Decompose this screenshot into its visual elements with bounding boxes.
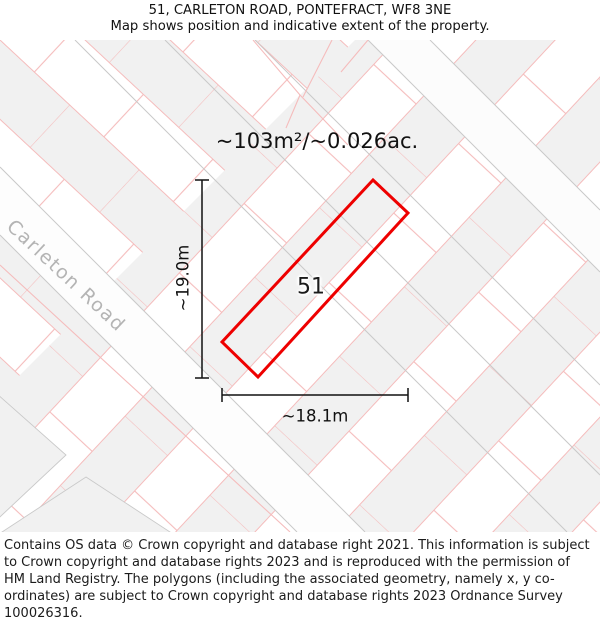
height-dimension-label: ~19.0m — [173, 244, 193, 312]
page-title: 51, CARLETON ROAD, PONTEFRACT, WF8 3NE — [148, 3, 452, 18]
plot-number-label: 51 — [297, 274, 325, 300]
road-name-label: Carleton Road — [2, 215, 130, 337]
property-map — [0, 40, 600, 532]
page-subtitle: Map shows position and indicative extent of the property. — [110, 19, 490, 34]
copyright-notice: Contains OS data © Crown copyright and database right 2021. This information is subject to Crown copyright and database rights 2023 and is reproduced with the permission of HM Land Registry. The polygons (including the associated geometry, namely x, y co-ordinates) are subject to Crown copyright and database rights 2023 Ordnance Survey 100026316. — [4, 538, 590, 621]
width-dimension-label: ~18.1m — [281, 406, 349, 426]
area-label: ~103m²/~0.026ac. — [215, 129, 419, 153]
report-header — [0, 0, 600, 40]
